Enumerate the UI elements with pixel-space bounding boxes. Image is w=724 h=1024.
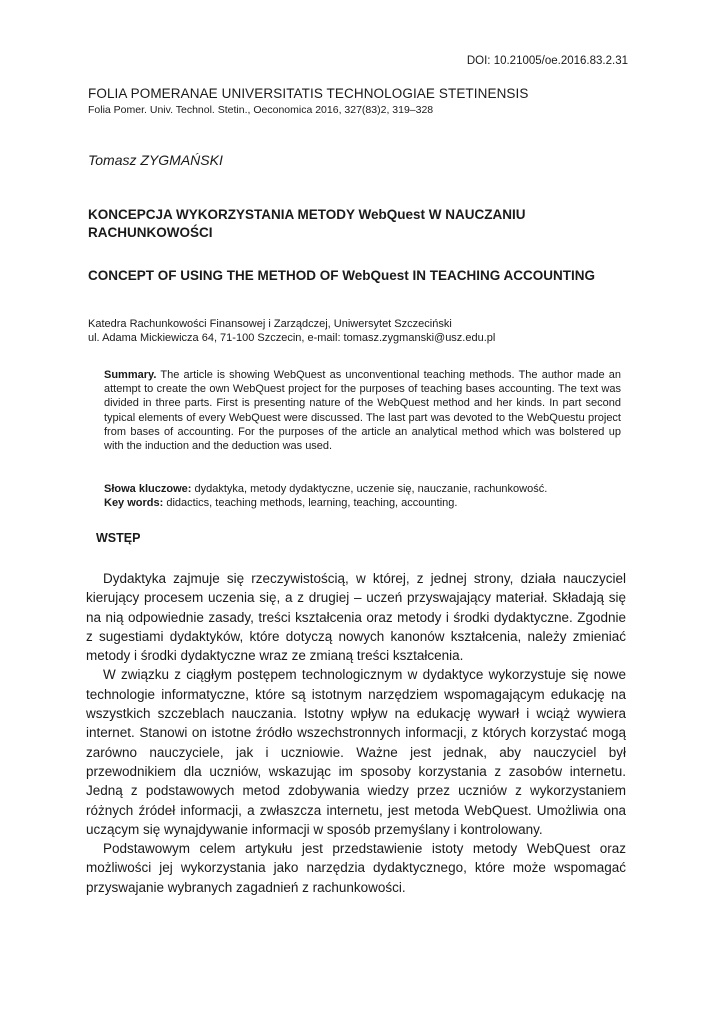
keywords-en-label: Key words: [104,497,164,510]
title-polish: KONCEPCJA WYKORZYSTANIA METODY WebQuest W NAUCZANIU RACHUNKOWOŚCI [88,207,526,240]
keywords-en-text: didactics, teaching methods, learning, teaching, accounting. [166,497,458,510]
summary-label: Summary. [104,369,157,381]
body-text [86,569,626,897]
keywords-english [104,496,621,510]
title-english: CONCEPT OF USING THE METHOD OF WebQuest IN TEACHING ACCOUNTING [88,268,596,283]
paragraph: Podstawowym celem artykułu jest przedstawienie istoty metody WebQuest oraz możliwości jej wykorzystania jako narzędzia dydaktycznego, które może wspomagać przyswajanie wybranych zagadnień z rachunkowości. [86,841,626,895]
affiliation [88,317,495,345]
journal-name: FOLIA POMERANAE UNIVERSITATIS TECHNOLOGIAE STETINENSIS [88,86,529,101]
affiliation-line-1: Katedra Rachunkowości Finansowej i Zarządczej, Uniwersytet Szczeciński [88,318,452,330]
doi: DOI: 10.21005/oe.2016.83.2.31 [466,55,628,67]
affiliation-line-2: ul. Adama Mickiewicza 64, 71-100 Szczecin, e-mail: tomasz.zygmanski@usz.edu.pl [88,332,496,344]
paragraph: Dydaktyka zajmuje się rzeczywistością, w której, z jednej strony, działa nauczyciel kierujący procesem uczenia się, a z drugiej – uczeń przyswajający materiał. Składają się na nią odpowiednie zasady, treści kształcenia oraz metody i środki dydaktyczne. Zgodnie z sugestiami dydaktyków, które dotyczą nowych kanonów kształcenia, należy zmieniać metody i środki dydaktyczne wraz ze zmianą treści kształcenia. [86,571,626,664]
summary-text: The article is showing WebQuest as unconventional teaching methods. The author made an attempt to create the own WebQuest project for the purposes of teaching bases accounting. The text was divided in three parts. First is presenting nature of the WebQuest method and her kinds. In part second typical elements of every WebQuest were discussed. The last part was devoted to the WebQuestu project from bases of accounting. For the purposes of the article an analytical method which was bolstered up with the induction and the deduction was used. [104,369,621,453]
keywords-pl-text: dydaktyka, metody dydaktyczne, uczenie się, nauczanie, rachunkowość. [194,483,548,495]
paragraph: W związku z ciągłym postępem technologicznym w dydaktyce wykorzystuje się nowe technologie informatyczne, które są istotnym narzędziem wspomagającym edukację na wszystkich szczeblach nauczania. Istotny wpływ na edukację wywarł i wciąż wywiera internet. Stanowi on istotne źródło wszechstronnych informacji, z których korzystać mogą zarówno nauczyciele, jak i uczniowie. Ważne jest jednak, aby nauczyciel był przewodnikiem dla uczniów, wskazując im sposoby korzystania z zasobów internetu. Jedną z podstawowych metod zdobywania wiedzy przez uczniów z wykorzystaniem różnych źródeł informacji, a zwłaszcza internetu, jest metoda WebQuest. Umożliwia ona uczącym się wynajdywanie informacji w sposób przemyślany i kontrolowany. [86,667,626,837]
section-heading: WSTĘP [96,531,141,545]
keywords-pl-label: Słowa kluczowe: [104,483,192,495]
author-name: Tomasz ZYGMAŃSKI [88,152,223,168]
keywords-polish [104,482,621,496]
journal-citation: Folia Pomer. Univ. Technol. Stetin., Oeconomica 2016, 327(83)2, 319–328 [88,104,434,116]
abstract [104,368,621,453]
keywords-block [104,482,621,510]
